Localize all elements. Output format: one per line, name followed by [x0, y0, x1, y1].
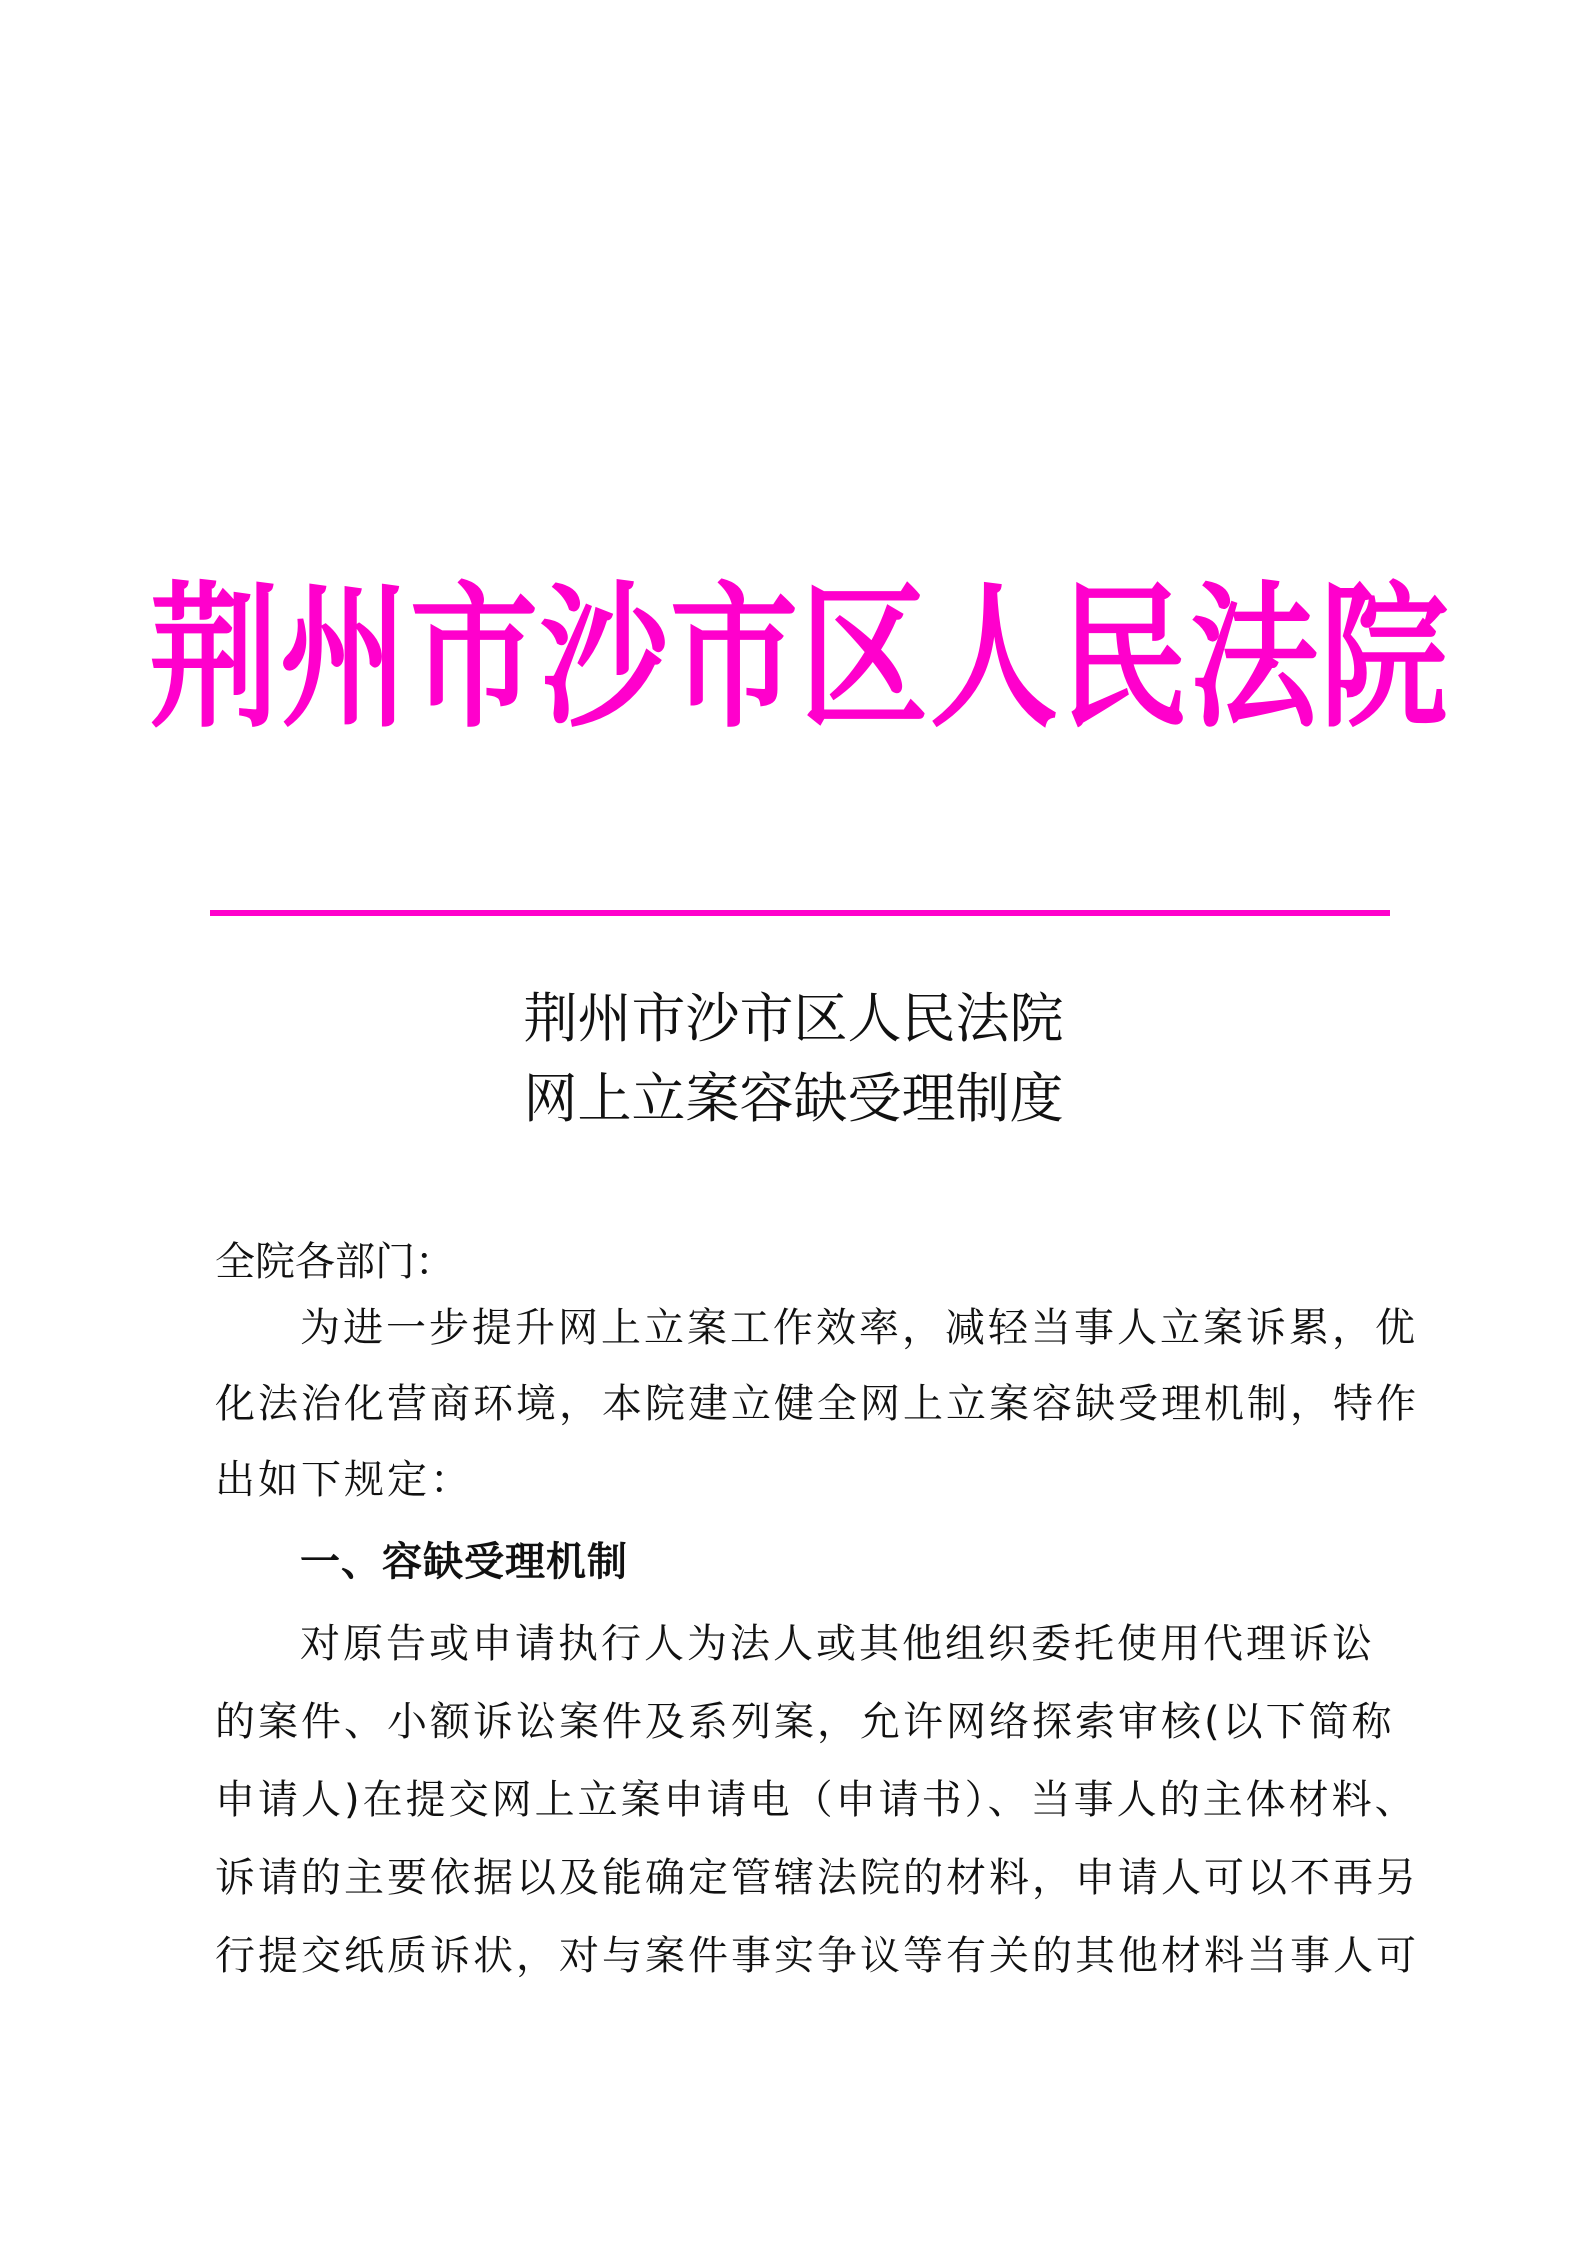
- intro-line-2: 化法治化营商环境，本院建立健全网上立案容缺受理机制，特作: [215, 1381, 1419, 1427]
- document-title-line-2: 网上立案容缺受理制度: [523, 1067, 1064, 1130]
- section-1-line-3: 申请人)在提交网上立案申请电（申请书）、当事人的主体材料、: [215, 1777, 1418, 1823]
- section-1-line-4: 诉请的主要依据以及能确定管辖法院的材料，申请人可以不再另: [215, 1855, 1419, 1901]
- masthead-divider: [210, 910, 1390, 916]
- section-1-heading: 一、容缺受理机制: [300, 1539, 628, 1585]
- section-1-line-5: 行提交纸质诉状，对与案件事实争议等有关的其他材料当事人可: [215, 1933, 1419, 1979]
- section-1-line-1: 对原告或申请执行人为法人或其他组织委托使用代理诉讼: [300, 1621, 1375, 1667]
- document-title-line-1: 荆州市沙市区人民法院: [523, 987, 1064, 1050]
- masthead-org-name: 荆州市沙市区人民法院: [150, 566, 1451, 750]
- intro-line-1: 为进一步提升网上立案工作效率，减轻当事人立案诉累，优: [300, 1305, 1418, 1351]
- intro-line-3: 出如下规定：: [215, 1457, 473, 1503]
- section-1-line-2: 的案件、小额诉讼案件及系列案，允许网络探索审核(以下简称: [215, 1699, 1395, 1745]
- salutation: 全院各部门：: [215, 1239, 455, 1285]
